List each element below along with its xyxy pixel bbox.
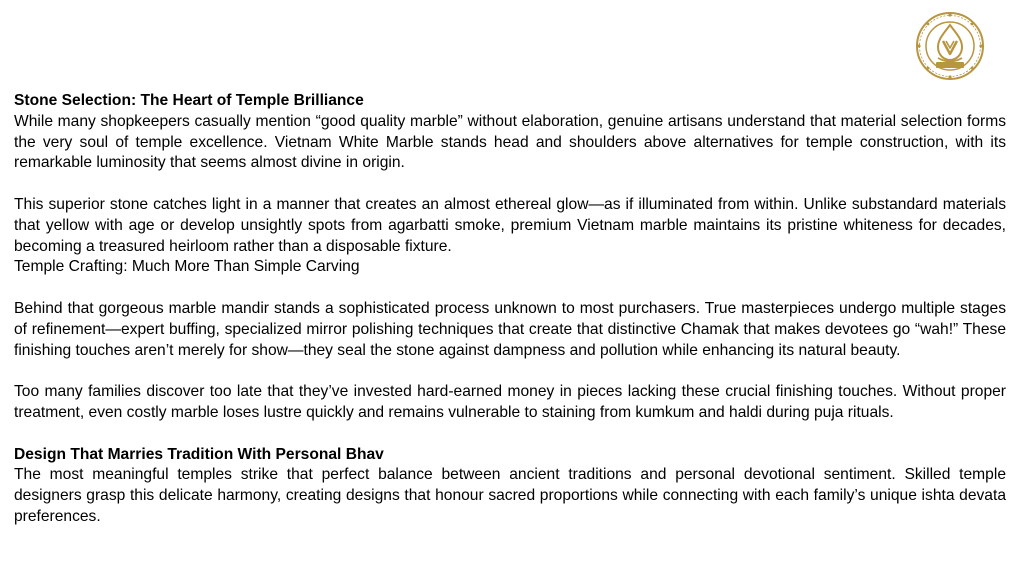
section-heading-stone: Stone Selection: The Heart of Temple Brilliance [14, 92, 364, 109]
paragraph-stone-1: While many shopkeepers casually mention “good quality marble” without elaboration, genuine artisans understand that material selection forms the very soul of temple excellence. Vietnam White Marble stands head and shoulders above alternatives for temple construction, with its remarkable luminosity that seems almost divine in origin. [14, 112, 1006, 172]
paragraph-crafting-1: Behind that gorgeous marble mandir stands a sophisticated process unknown to most purchasers. True masterpieces undergo multiple stages of refinement—expert buffing, specialized mirror polishing techniques that create that distinctive Chamak that makes devotees go “wah!” These finishing touches aren’t merely for show—they seal the stone against dampness and pollution while enhancing its natural beauty. [14, 299, 1006, 359]
paragraph-crafting-2: Too many families discover too late that they’ve invested hard-earned money in pieces lacking these crucial finishing touches. Without proper treatment, even costly marble loses lustre quickly and remains vulnerable to staining from kumkum and haldi during puja rituals. [14, 383, 1006, 421]
paragraph-stone-2: This superior stone catches light in a manner that creates an almost ethereal glow—as if illuminated from within. Unlike substandard materials that yellow with age or develop unsightly spots from agarbatti smoke, premium Vietnam marble maintains its pristine whiteness for decades, becoming a treasured heirloom rather than a disposable fixture. [14, 195, 1006, 255]
section-heading-design: Design That Marries Tradition With Personal Bhav [14, 445, 384, 463]
paragraph-design-1: The most meaningful temples strike that perfect balance between ancient traditions and personal devotional sentiment. Skilled temple designers grasp this delicate harmony, creating designs that honour sacred proportions while connecting with each family’s unique ishta devata preferences. [14, 466, 1006, 525]
document-body [14, 91, 1006, 528]
chamak-logo-icon [912, 11, 988, 81]
section-heading-crafting: Temple Crafting: Much More Than Simple Carving [14, 258, 360, 276]
